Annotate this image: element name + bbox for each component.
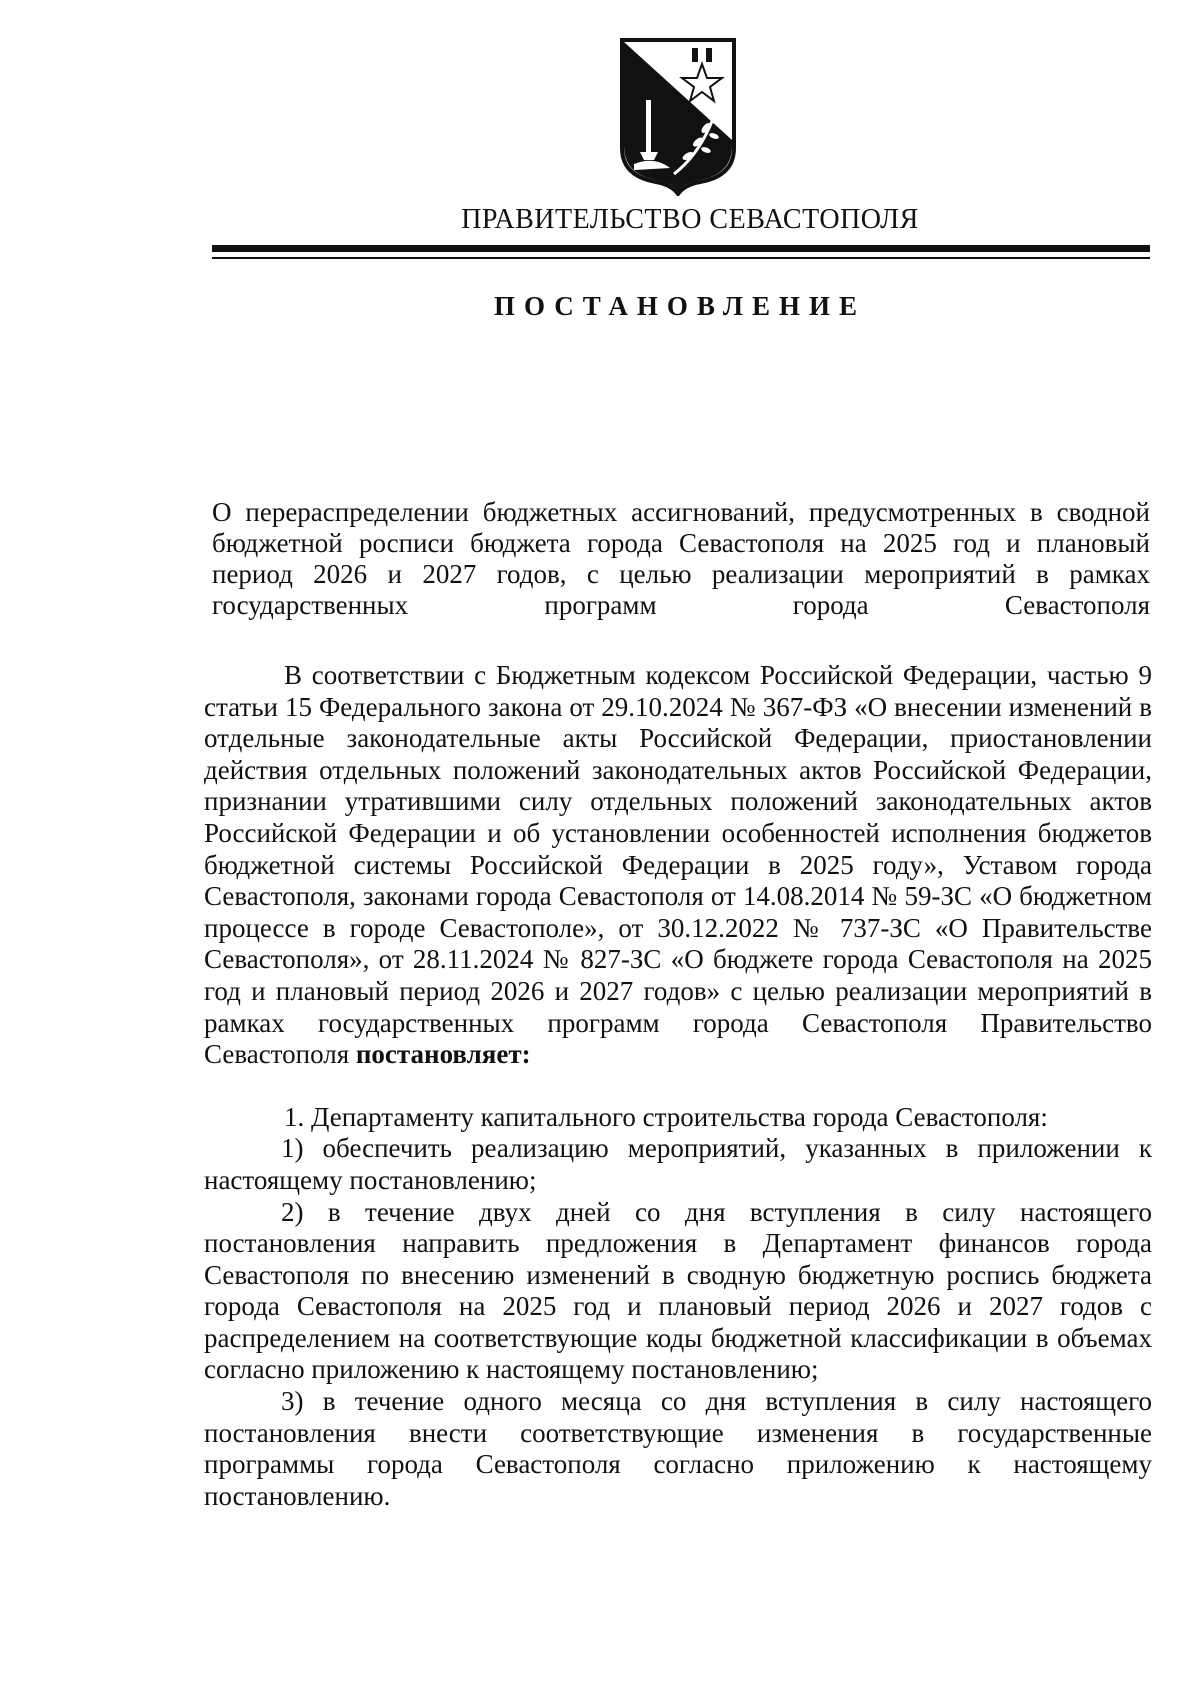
header-rule-thick	[212, 245, 1150, 252]
coat-of-arms-icon	[614, 36, 742, 196]
document-body	[204, 660, 1152, 1512]
document-subject: О перераспределении бюджетных ассигнований, предусмотренных в сводной бюджетной росписи бюджета города Севастополя на 2025 год и плановый период 2026 и 2027 годов, с целью реализации мероприятий в рамках государственных программ города Севастополя	[212, 497, 1150, 620]
document-type-title: ПОСТАНОВЛЕНИЕ	[493, 291, 867, 321]
resolution-keyword: постановляет:	[355, 1039, 531, 1070]
coat-of-arms-emblem	[614, 36, 742, 196]
organization-name: ПРАВИТЕЛЬСТВО СЕВАСТОПОЛЯ	[461, 204, 919, 235]
list-item: 2) в течение двух дней со дня вступления в силу настоящего постановления направить предложения в Департамент финансов города Севастополя по внесению изменений в сводную бюджетную роспись бюджета города Севастополя на 2025 год и плановый период 2026 и 2027 годов с распределением на соответствующие коды бюджетной классификации в объемах согласно приложению к настоящему постановлению;	[204, 1196, 1152, 1385]
list-item: 1) обеспечить реализацию мероприятий, указанных в приложении к настоящему постановлению;	[204, 1133, 1152, 1195]
preamble-text: В соответствии с Бюджетным кодексом Российской Федерации, частью 9 статьи 15 Федерального закона от 29.10.2024 № 367-ФЗ «О внесении изменений в отдельные законодательные акты Российской Федерации, приостановлении действия отдельных положений законодательных актов Российской Федерации, признании утратившими силу отдельных положений законодательных актов Российской Федерации и об установлении особенностей исполнения бюджетов бюджетной системы Российской Федерации в 2025 году», Уставом города Севастополя, законами города Севастополя от 14.08.2014 № 59-ЗС «О бюджетном процессе в городе Севастополе», от 30.12.2022 № 737-ЗС «О Правительстве Севастополя», от 28.11.2024 № 827-ЗС «О бюджете города Севастополя на 2025 год и плановый период 2026 и 2027 годов» с целью реализации мероприятий в рамках государственных программ города Севастополя Правительство Севастополя	[204, 660, 1152, 1070]
header-rule-thin	[212, 257, 1150, 259]
list-item: 3) в течение одного месяца со дня вступления в силу настоящего постановления внести соответствующие изменения в государственные программы города Севастополя согласно приложению к настоящему постановлению.	[204, 1386, 1152, 1511]
preamble-paragraph	[204, 660, 1152, 1071]
list-item: 1. Департаменту капитального строительства города Севастополя:	[284, 1101, 1048, 1132]
